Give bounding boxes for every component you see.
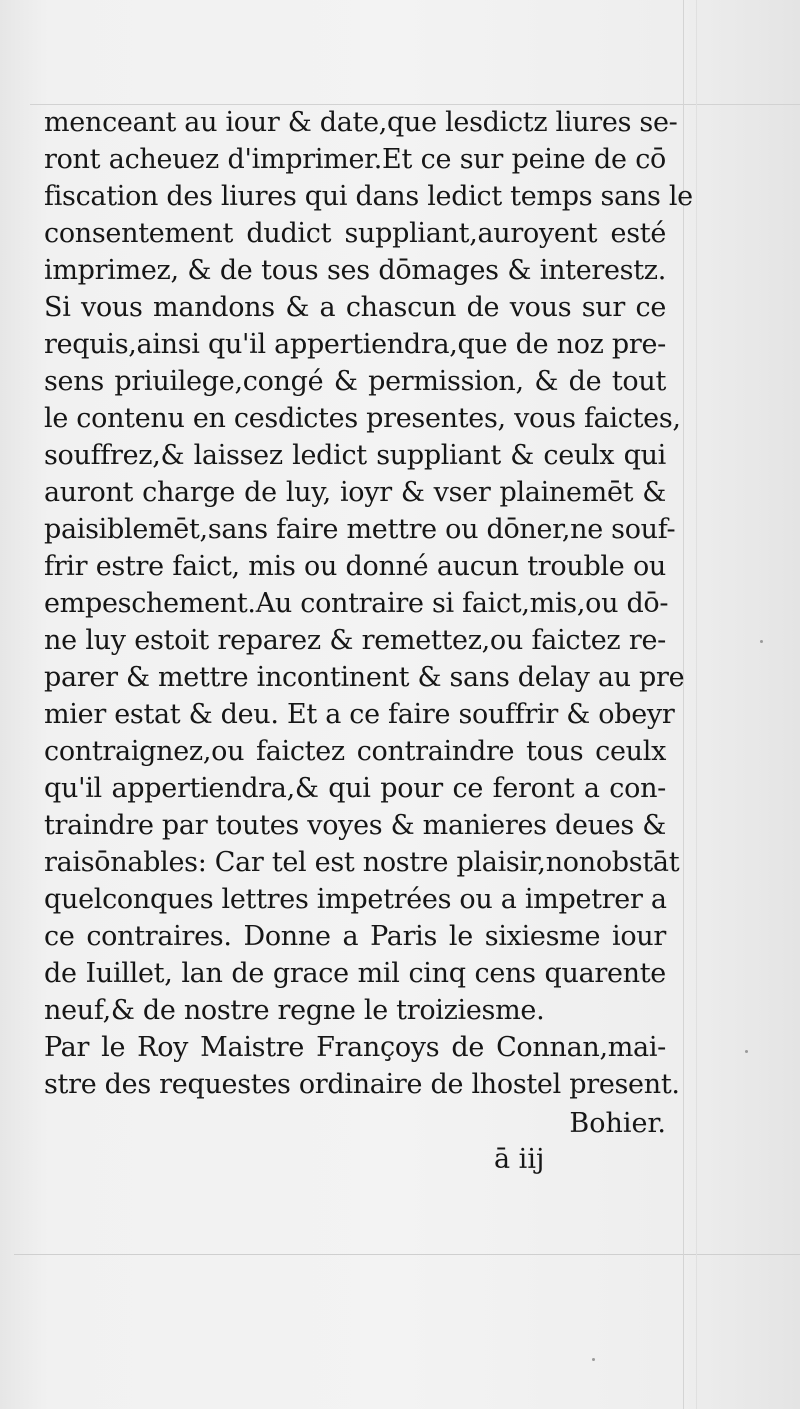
paper-speck xyxy=(745,1050,748,1053)
text-line: paisiblemēt,sans faire mettre ou dōner,ne souf- xyxy=(44,514,676,545)
signature: Bohier. xyxy=(569,1108,666,1139)
paper-speck xyxy=(592,1358,595,1361)
text-line: parer & mettre incontinent & sans delay au pre xyxy=(44,662,685,693)
signature-mark: ā iij xyxy=(494,1144,545,1175)
text-line: raisōnables: Car tel est nostre plaisir,nonobstāt xyxy=(44,847,680,878)
text-line: auront charge de luy, ioyr & vser plainemēt & xyxy=(44,477,666,508)
text-line: ront acheuez d'imprimer.Et ce sur peine de cō xyxy=(44,144,666,175)
text-line: traindre par toutes voyes & manieres deues & xyxy=(44,810,666,841)
text-line: menceant au iour & date,que lesdictz liures se- xyxy=(44,107,678,138)
text-line: fiscation des liures qui dans ledict temps sans le xyxy=(44,181,693,212)
text-line: Par le Roy Maistre Françoys de Connan,mai- xyxy=(44,1032,666,1063)
text-line: qu'il appertiendra,& qui pour ce feront a con- xyxy=(44,773,666,804)
text-line: requis,ainsi qu'il appertiendra,que de noz pre- xyxy=(44,329,666,360)
text-line: sens priuilege,congé & permission, & de tout xyxy=(44,366,666,397)
paper-speck xyxy=(760,640,763,643)
text-line: souffrez,& laissez ledict suppliant & ceulx qui xyxy=(44,440,666,471)
text-line: empeschement.Au contraire si faict,mis,ou dō- xyxy=(44,588,669,619)
text-line: contraignez,ou faictez contraindre tous ceulx xyxy=(44,736,666,767)
text-line: consentement dudict suppliant,auroyent esté xyxy=(44,218,666,249)
text-line: neuf,& de nostre regne le troiziesme. xyxy=(44,995,545,1026)
text-line: de Iuillet, lan de grace mil cinq cens quarente xyxy=(44,958,666,989)
text-line: ce contraires. Donne a Paris le sixiesme iour xyxy=(44,921,666,952)
body-text xyxy=(44,104,693,1103)
text-line: stre des requestes ordinaire de lhostel present. xyxy=(44,1069,680,1100)
text-line: mier estat & deu. Et a ce faire souffrir & obeyr xyxy=(44,699,675,730)
page-edge-right-inner xyxy=(696,0,697,1409)
text-line: imprimez, & de tous ses dōmages & interestz. xyxy=(44,255,666,286)
text-line: Si vous mandons & a chascun de vous sur ce xyxy=(44,292,666,323)
text-line: le contenu en cesdictes presentes, vous faictes, xyxy=(44,403,681,434)
text-line: ne luy estoit reparez & remettez,ou faictez re- xyxy=(44,625,666,656)
text-line: frir estre faict, mis ou donné aucun trouble ou xyxy=(44,551,666,582)
text-line: quelconques lettres impetrées ou a impetrer a xyxy=(44,884,667,915)
